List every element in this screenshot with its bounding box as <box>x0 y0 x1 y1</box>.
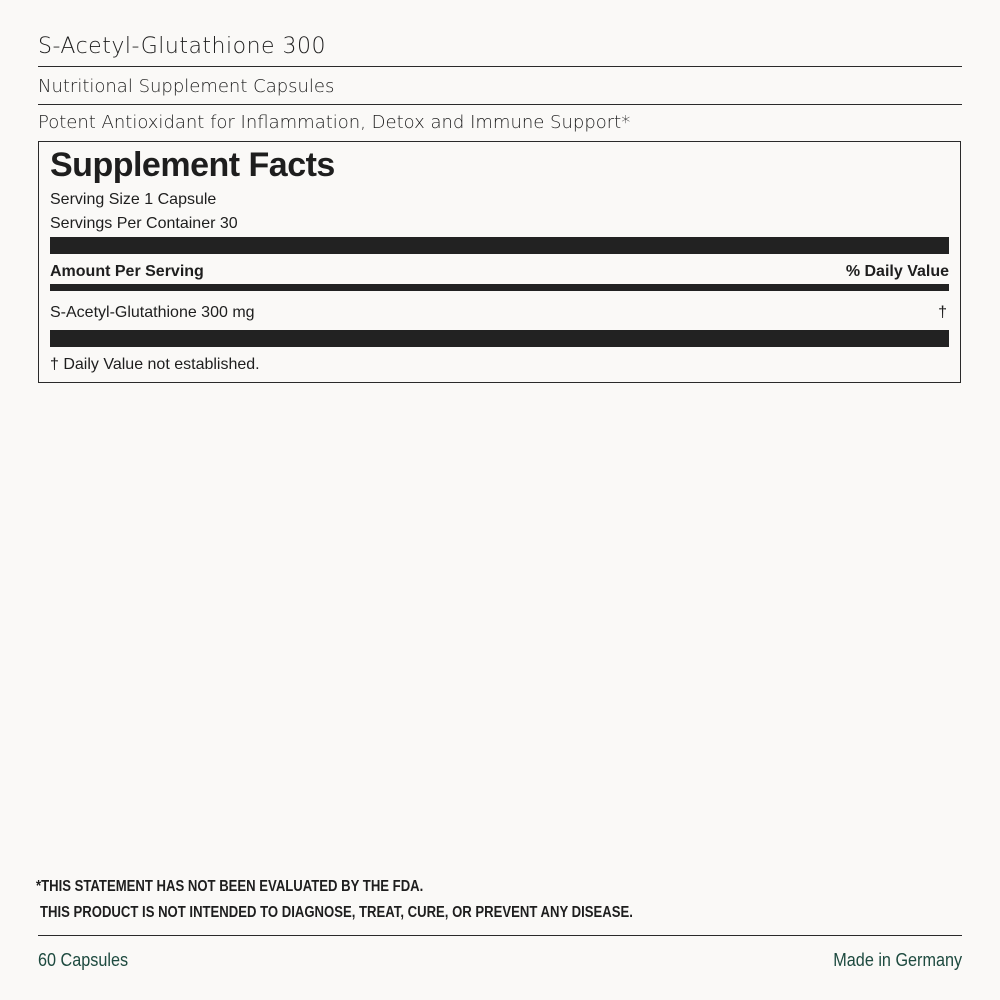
amount-per-serving-header: Amount Per Serving <box>50 263 204 280</box>
product-title: S-Acetyl-Glutathione 300 <box>38 34 327 59</box>
serving-size: Serving Size 1 Capsule <box>50 191 217 208</box>
fda-disclaimer-line2: THIS PRODUCT IS NOT INTENDED TO DIAGNOSE, TREAT, CURE, OR PREVENT ANY DISEASE. <box>40 904 633 921</box>
daily-value-footnote: † Daily Value not established. <box>50 356 260 373</box>
divider <box>38 935 962 936</box>
divider-bar <box>50 237 949 254</box>
supplement-facts-panel <box>38 141 961 383</box>
ingredient-name: S-Acetyl-Glutathione 300 mg <box>50 304 255 321</box>
divider-bar <box>50 330 949 347</box>
divider-bar <box>50 284 949 291</box>
product-subtitle: Nutritional Supplement Capsules <box>38 76 335 97</box>
capsule-count: 60 Capsules <box>38 950 129 970</box>
servings-per-container: Servings Per Container 30 <box>50 215 238 232</box>
country-of-origin: Made in Germany <box>833 950 962 970</box>
facts-heading: Supplement Facts <box>50 146 335 184</box>
product-tagline: Potent Antioxidant for Inflammation, Detox and Immune Support* <box>38 112 631 133</box>
ingredient-daily-value: † <box>938 304 947 321</box>
fda-disclaimer-line1: *THIS STATEMENT HAS NOT BEEN EVALUATED BY THE FDA. <box>36 878 424 895</box>
daily-value-header: % Daily Value <box>845 263 949 280</box>
divider <box>38 104 962 105</box>
divider <box>38 66 962 67</box>
